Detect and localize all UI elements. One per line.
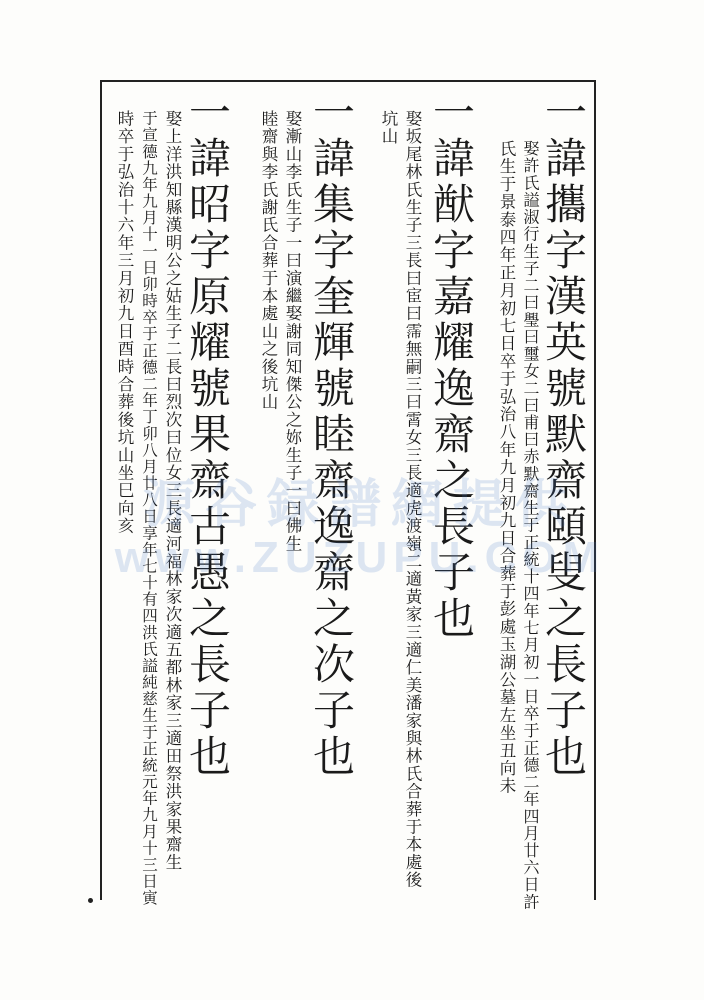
entry-3-heading: 一諱集字奎輝號睦齋逸齋之次子也	[307, 90, 356, 780]
ink-dot	[88, 898, 93, 903]
frame-left-border	[100, 80, 102, 900]
entry-2-line-1: 娶坂尾林氏生子三長曰宦曰霈無嗣三曰霄女三長適虎渡嶺二適黃家三適仁美潘家與林氏合葬于本處後	[403, 110, 422, 889]
entry-1-line-1: 娶許氏謚淑行生子二曰璺曰璽女二曰甫曰赤默齋生于正統十四年七月初一日卒于正德二年四月廿六日許	[521, 140, 540, 911]
watermark-chinese: 源谷録譜網提供	[142, 476, 577, 534]
entry-4-line-3: 時卒于弘治十六年三月初九日酉時合葬後坑山坐巳向亥	[115, 110, 134, 535]
entry-4-heading: 一諱昭字原耀號果齋古愚之長子也	[183, 90, 232, 780]
entry-2-line-2: 坑山	[379, 110, 398, 146]
entry-4-line-2: 于宣德九年九月十一日卯時卒于正德二年丁卯八月廿八日享年七十有四洪氏謚純慈生于正統元年九月十三日寅	[140, 110, 158, 907]
entry-1-heading: 一諱攜字漢英號默齋頤叟之長子也	[539, 90, 588, 780]
entry-3-line-1: 娶漸山李氏生子一曰演繼娶謝同知傑公之妳生子一曰佛生	[283, 110, 302, 553]
entry-1-line-2: 氏生于景泰四年正月初七日卒于弘治八年九月初九日合葬于彭處玉湖公墓左坐丑向未	[497, 140, 516, 795]
watermark-url: www.ZUZUPU.COM	[114, 533, 606, 582]
entry-3-line-2: 睦齋與李氏謝氏合葬于本處山之後坑山	[259, 110, 278, 411]
entry-4-line-1: 娶上洋洪知縣漢明公之姑生子二長曰烈次曰位女三長適河福林家次適五都林家三適田祭洪家果齋生	[163, 110, 182, 872]
entry-2-heading: 一諱猷字嘉耀逸齋之長子也	[427, 90, 476, 642]
frame-top-border	[100, 80, 596, 82]
frame-right-border	[594, 80, 596, 900]
